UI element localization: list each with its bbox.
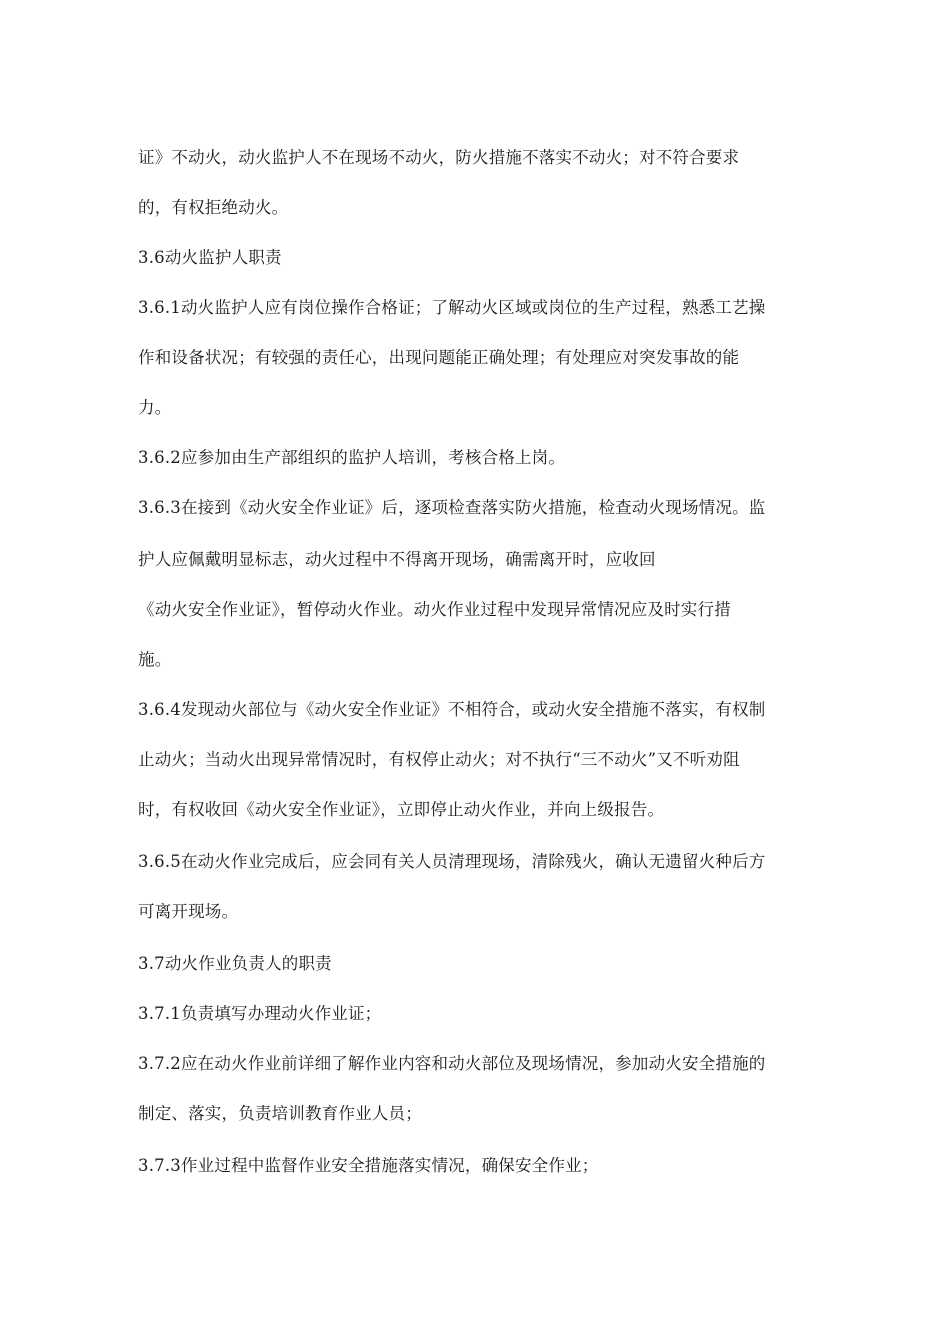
section-heading: 3.6动火监护人职责 — [138, 248, 282, 267]
text-line: 3.7.1负责填写办理动火作业证； — [138, 1004, 382, 1023]
text-line: 3.7.2应在动火作业前详细了解作业内容和动火部位及现场情况，参加动火安全措施的 — [138, 1054, 766, 1073]
text-line: 3.6.2应参加由生产部组织的监护人培训，考核合格上岗。 — [138, 448, 566, 467]
text-line: 《动火安全作业证》，暂停动火作业。动火作业过程中发现异常情况应及时实行措 — [138, 600, 731, 619]
text-line: 时，有权收回《动火安全作业证》，立即停止动火作业，并向上级报告。 — [138, 800, 665, 819]
text-line: 施。 — [138, 650, 172, 669]
text-line: 证》不动火，动火监护人不在现场不动火，防火措施不落实不动火；对不符合要求 — [138, 148, 740, 167]
text-line: 的，有权拒绝动火。 — [138, 198, 289, 217]
text-line: 力。 — [138, 398, 172, 417]
text-line: 作和设备状况；有较强的责任心，出现问题能正确处理；有处理应对突发事故的能 — [138, 348, 740, 367]
text-line: 3.6.3在接到《动火安全作业证》后，逐项检查落实防火措施，检查动火现场情况。监 — [138, 498, 766, 517]
text-line: 3.6.1动火监护人应有岗位操作合格证；了解动火区域或岗位的生产过程，熟悉工艺操 — [138, 298, 766, 317]
text-line: 3.7.3作业过程中监督作业安全措施落实情况，确保安全作业； — [138, 1156, 599, 1175]
text-line: 可离开现场。 — [138, 902, 239, 921]
text-line: 3.6.5在动火作业完成后，应会同有关人员清理现场，清除残火，确认无遗留火种后方 — [138, 852, 766, 871]
text-line: 护人应佩戴明显标志，动火过程中不得离开现场，确需离开时，应收回 — [138, 550, 656, 569]
text-line: 3.6.4发现动火部位与《动火安全作业证》不相符合，或动火安全措施不落实，有权制 — [138, 700, 766, 719]
text-line: 制定、落实，负责培训教育作业人员； — [138, 1104, 422, 1123]
text-line: 止动火；当动火出现异常情况时，有权停止动火；对不执行“三不动火”又不听劝阻 — [138, 750, 740, 769]
section-heading: 3.7动火作业负责人的职责 — [138, 954, 332, 973]
